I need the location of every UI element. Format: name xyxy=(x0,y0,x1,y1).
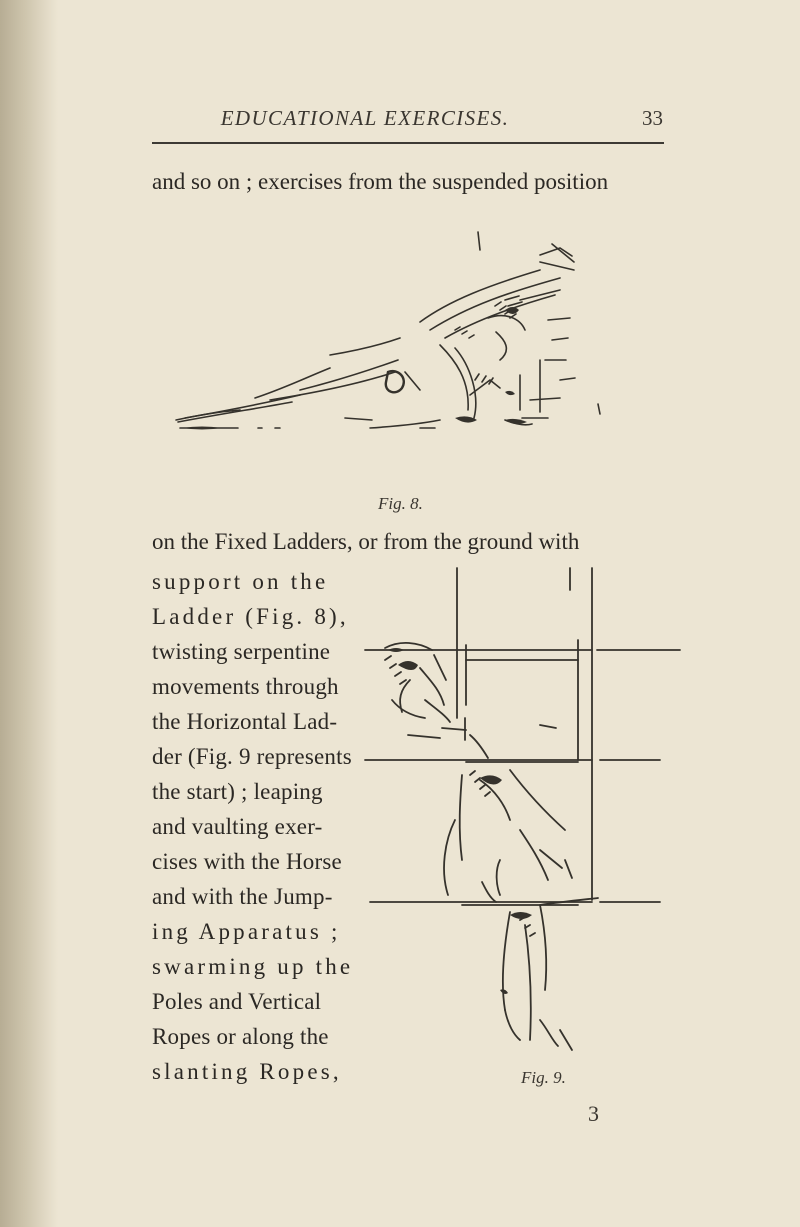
column-line-13: Poles and Vertical xyxy=(152,989,322,1014)
column-line-3: twisting serpentine xyxy=(152,639,331,664)
column-line-11: ing Apparatus ; xyxy=(152,919,341,944)
column-line-8: and vaulting exer- xyxy=(152,814,323,839)
page-number: 33 xyxy=(642,106,663,130)
figure-8-caption: Fig. 8. xyxy=(378,494,423,513)
column-line-2: Ladder (Fig. 8), xyxy=(152,604,349,629)
column-line-10: and with the Jump- xyxy=(152,884,333,909)
column-line-6: der (Fig. 9 represents xyxy=(152,744,352,769)
column-line-9: cises with the Horse xyxy=(152,849,342,874)
column-line-4: movements through xyxy=(152,674,339,699)
column-line-12: swarming up the xyxy=(152,954,354,979)
column-line-1: support on the xyxy=(152,569,329,594)
running-head: EDUCATIONAL EXERCISES. xyxy=(220,106,510,130)
figure-9-caption: Fig. 9. xyxy=(521,1068,566,1087)
column-line-7: the start) ; leaping xyxy=(152,779,323,804)
column-line-14: Ropes or along the xyxy=(152,1024,329,1049)
column-line-5: the Horizontal Lad- xyxy=(152,709,338,734)
header-rule xyxy=(152,142,664,144)
signature-mark: 3 xyxy=(588,1101,599,1126)
body-line-1: and so on ; exercises from the suspended position xyxy=(152,169,609,194)
column-line-15: slanting Ropes, xyxy=(152,1059,342,1084)
body-line-2: on the Fixed Ladders, or from the ground with xyxy=(152,529,580,554)
